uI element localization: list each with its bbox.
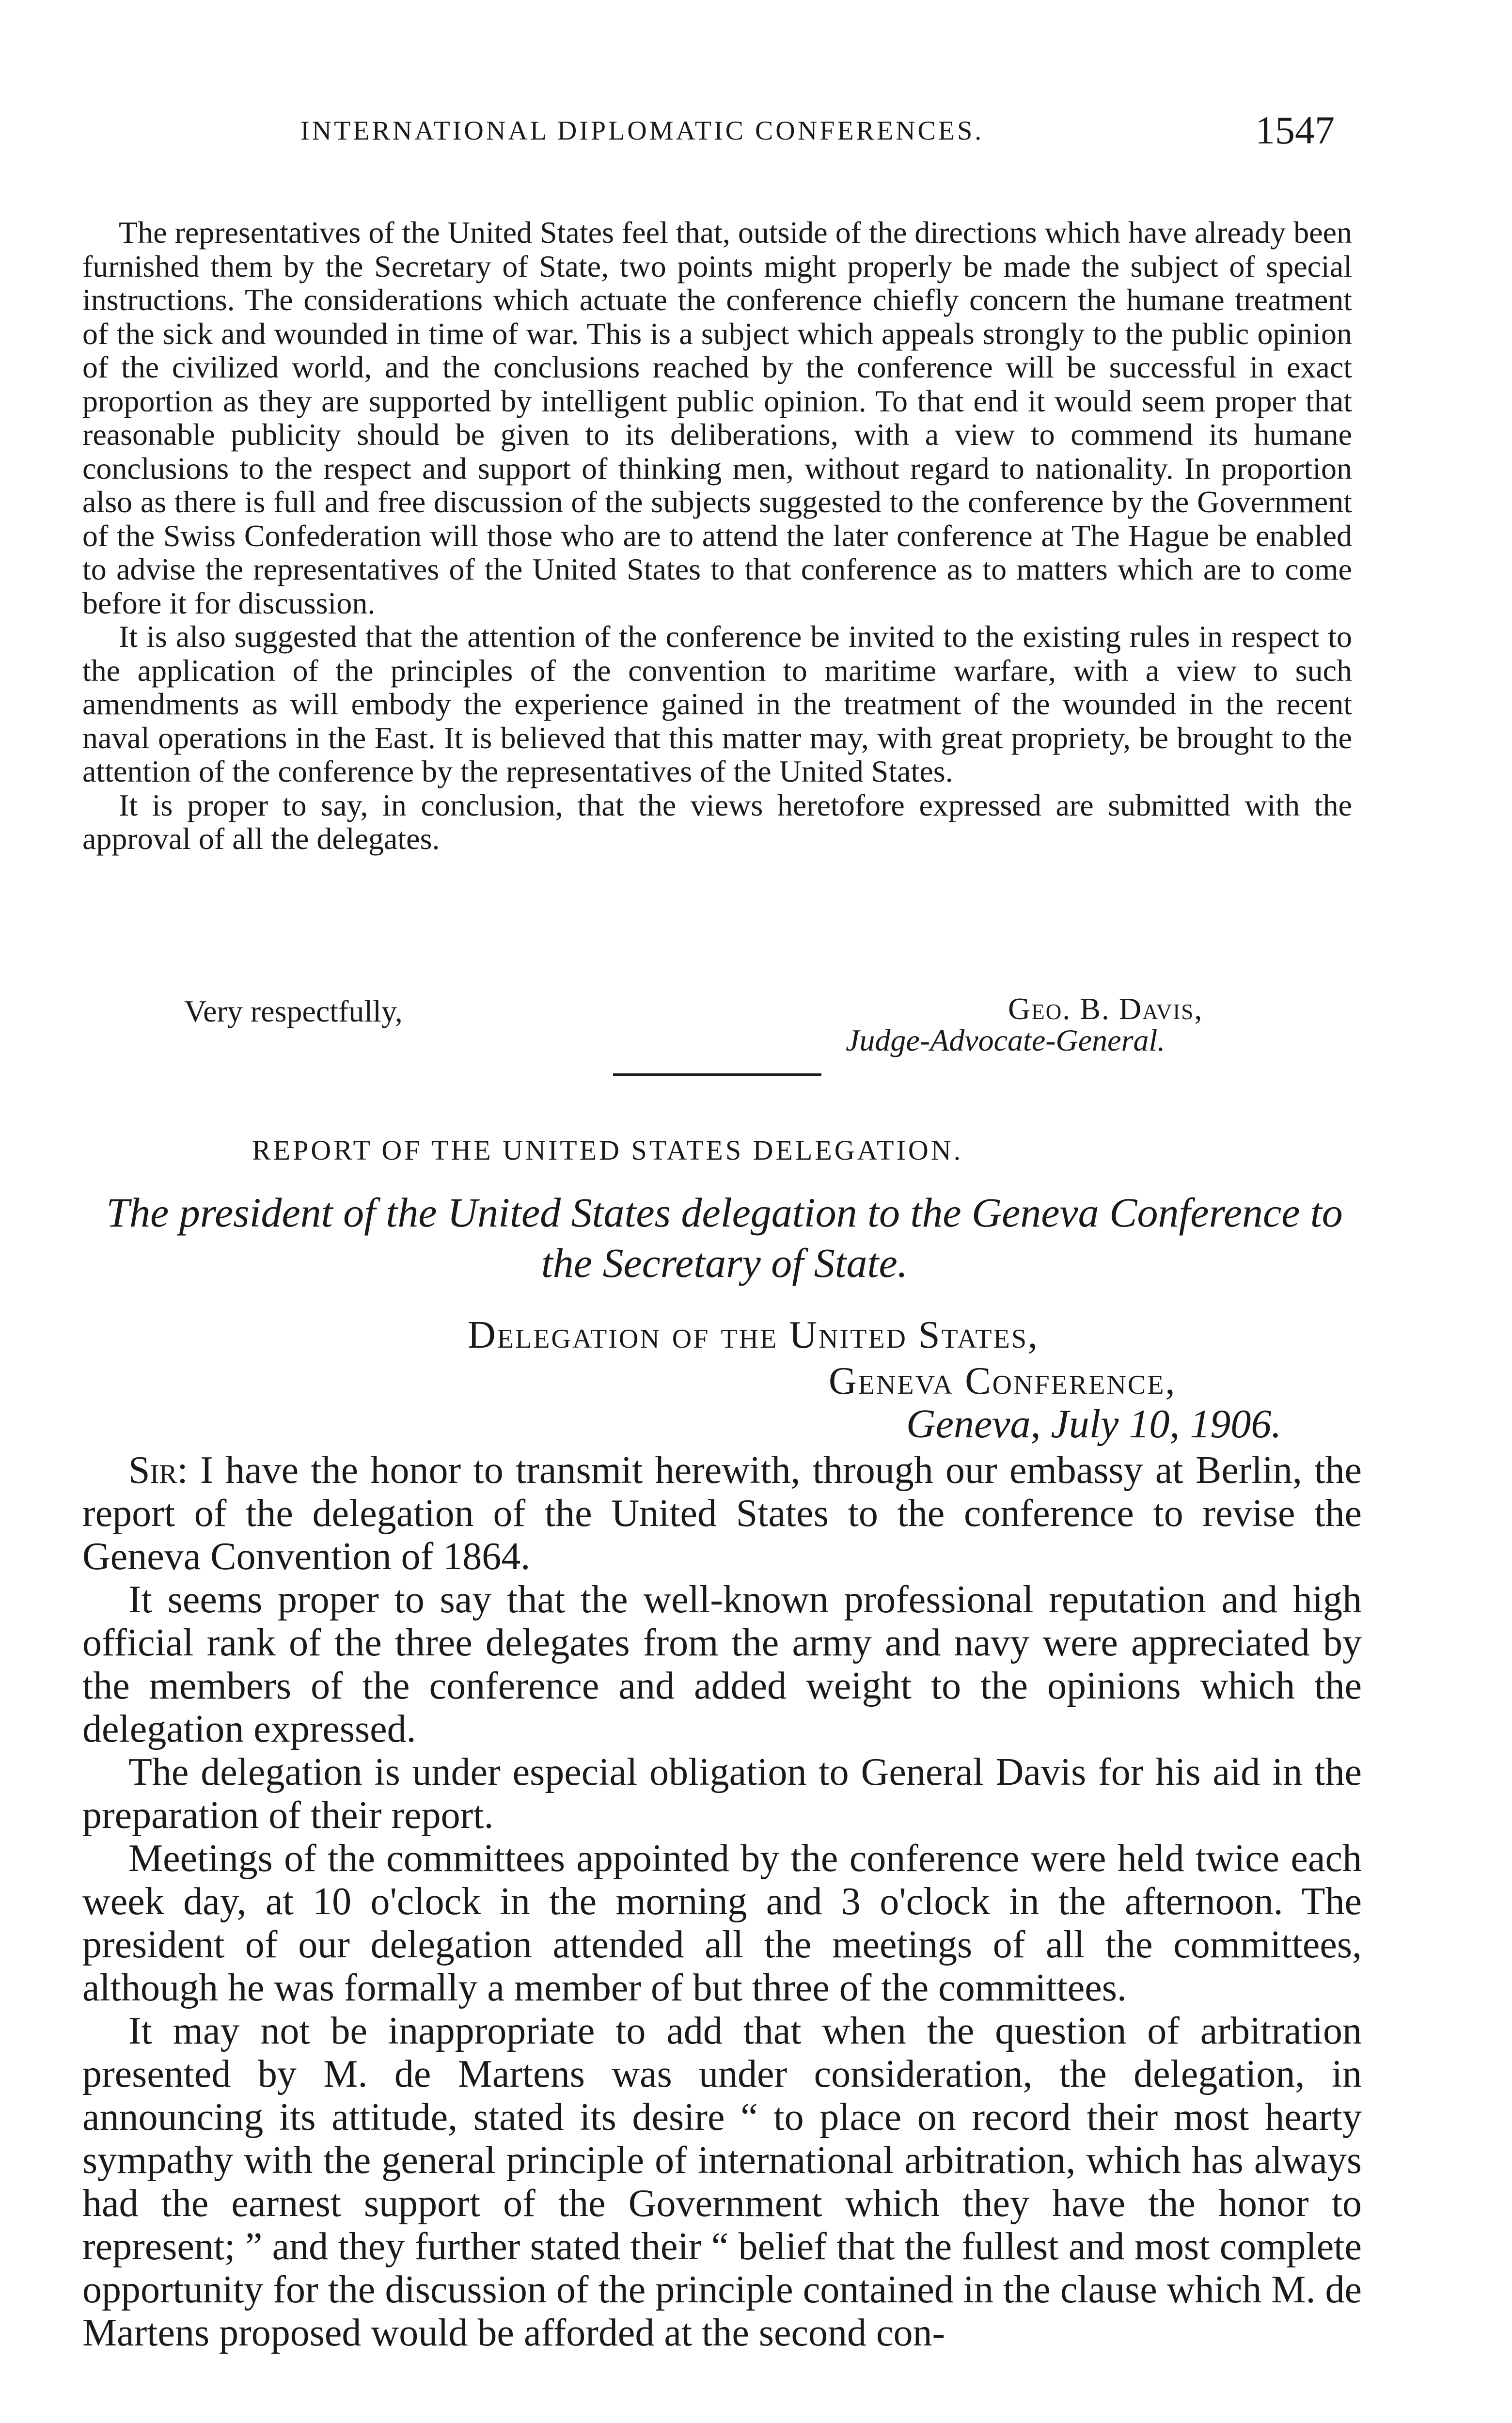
complimentary-close: Very respectfully,: [184, 994, 403, 1028]
signature-name: Geo. B. Davis,: [1008, 991, 1203, 1026]
page-number: 1547: [1255, 108, 1335, 152]
dateline: Geneva, July 10, 1906.: [906, 1401, 1282, 1447]
report-paragraph-4: Meetings of the committees appointed by the conference were held twice each week day, at 10 o'clock in the morning and 3 o'clock in the afternoon. The president of our delegation attended all the meetings of all the committees, although he was formally a member of but three of the committees.: [82, 1837, 1362, 2009]
address-line-1: Delegation of the United States,: [468, 1314, 1039, 1356]
letter-continuation-body: [82, 216, 1352, 856]
report-subtitle: The president of the United States delegation to the Geneva Conference to the Secretary of State.: [106, 1189, 1343, 1286]
report-paragraph-1: [82, 1449, 1362, 1578]
report-paragraph-5: It may not be inappropriate to add that when the question of arbitration presented by M. de Martens was under consideration, the delegation, in announcing its attitude, stated its desire “ to place on record their most hearty sympathy with the general principle of international arbitration, which has always had the earnest support of the Government which they have the honor to represent; ” and they further stated their “ belief that the fullest and most complete opportunity for the discussion of the principle contained in the clause which M. de Martens proposed would be afforded at the second con-: [82, 2010, 1362, 2354]
report-paragraph-1-text: I have the honor to transmit herewith, through our embassy at Berlin, the report of the delegation of the United States to the conference to revise the Geneva Convention of 1864.: [82, 1449, 1362, 1578]
salutation: Sir:: [128, 1449, 188, 1492]
letter-paragraph-3: It is proper to say, in conclusion, that the views heretofore expressed are submitted with the approval of all the delegates.: [82, 787, 1352, 856]
report-paragraph-3: The delegation is under especial obligation to General Davis for his aid in the preparation of their report.: [82, 1751, 1362, 1837]
letter-paragraph-2: It is also suggested that the attention of the conference be invited to the existing rules in respect to the application of the principles of the convention to maritime warfare, with a view to such amendments as will embody the experience gained in the treatment of the wounded in the recent naval operations in the East. It is believed that this matter may, with great propriety, be brought to the attention of the conference by the representatives of the United States.: [82, 619, 1352, 788]
section-divider: [613, 1073, 821, 1076]
report-heading: REPORT OF THE UNITED STATES DELEGATION.: [252, 1134, 963, 1166]
running-title: INTERNATIONAL DIPLOMATIC CONFERENCES.: [300, 116, 984, 146]
signature-title: Judge-Advocate-General.: [846, 1023, 1166, 1057]
report-body: [82, 1449, 1362, 2355]
letter-paragraph-1: The representatives of the United States feel that, outside of the directions which have already been furnished them by the Secretary of State, two points might properly be made the subject of special instructions. The considerations which actuate the conference chiefly concern the humane treatment of the sick and wounded in time of war. This is a subject which appeals strongly to the public opinion of the civilized world, and the conclusions reached by the conference will be successful in exact proportion as they are supported by intelligent public opinion. To that end it would seem proper that reasonable publicity should be given to its deliberations, with a view to commend its humane conclusions to the respect and support of thinking men, without regard to nationality. In proportion also as there is full and free discussion of the subjects suggested to the conference by the Government of the Swiss Confederation will those who are to attend the later conference at The Hague be enabled to advise the representatives of the United States to that conference as to matters which are to come before it for discussion.: [82, 215, 1352, 620]
report-paragraph-2: It seems proper to say that the well-known professional reputation and high official rank of the three delegates from the army and navy were appreciated by the members of the conference and added weight to the opinions which the delegation expressed.: [82, 1578, 1362, 1750]
address-line-2: Geneva Conference,: [829, 1360, 1177, 1402]
